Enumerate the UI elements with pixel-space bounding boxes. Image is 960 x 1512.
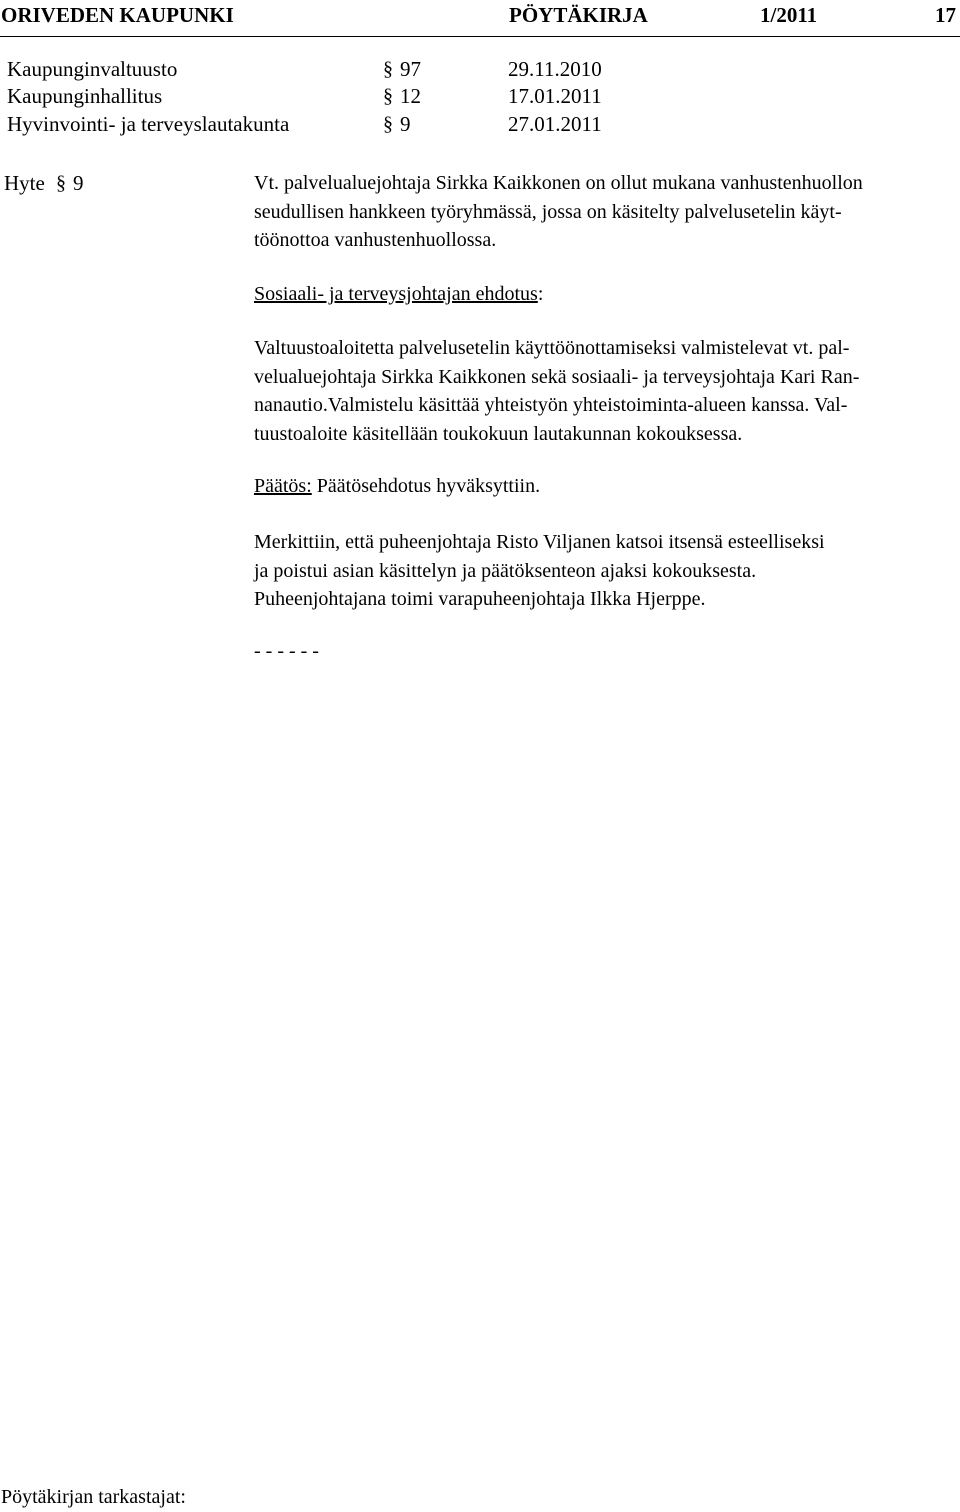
section-symbol: § xyxy=(56,172,66,194)
text-line: seudullisen hankkeen työryhmässä, jossa on käsitelty palvelusetelin käyt- xyxy=(254,200,842,223)
intro-paragraph xyxy=(254,169,954,255)
meeting-date: 29.11.2010 xyxy=(508,57,602,81)
decision-text: Päätösehdotus hyväksyttiin. xyxy=(311,475,541,497)
proposal-heading-colon: : xyxy=(537,283,544,305)
text-line: Vt. palvelualuejohtaja Sirkka Kaikkonen on ollut mukana vanhustenhuollon xyxy=(254,172,863,194)
note-paragraph xyxy=(254,528,954,614)
text-line: Puheenjohtajana toimi varapuheenjohtaja Ilkka Hjerppe. xyxy=(254,588,706,610)
text-line: tuustoaloite käsitellään toukokuun lautakunnan kokouksessa. xyxy=(254,422,743,445)
text-line: velualuejohtaja Sirkka Kaikkonen sekä sosiaali- ja terveysjohtaja Kari Ran- xyxy=(254,365,860,388)
section-symbol: § xyxy=(383,113,393,135)
section-symbol: § xyxy=(383,85,393,107)
meeting-body: Hyvinvointi- ja terveyslautakunta xyxy=(7,112,290,136)
meeting-body: Kaupunginvaltuusto xyxy=(7,57,178,81)
text-line: Valtuustoaloitetta palvelusetelin käyttöönottamiseksi valmistelevat vt. pal- xyxy=(254,337,850,359)
text-line: töönottoa vanhustenhuollossa. xyxy=(254,229,497,251)
text-line: Merkittiin, että puheenjohtaja Risto Viljanen katsoi itsensä esteelliseksi xyxy=(254,531,825,553)
meeting-section: 97 xyxy=(400,57,421,81)
document-number: 1/2011 xyxy=(760,3,818,27)
organization-name: ORIVEDEN KAUPUNKI xyxy=(1,3,234,27)
text-line: nanautio.Valmistelu käsittää yhteistyön yhteistoiminta-alueen kanssa. Val- xyxy=(254,394,848,416)
header-divider xyxy=(0,36,960,37)
meeting-section: 9 xyxy=(400,112,411,136)
proposal-heading: Sosiaali- ja terveysjohtajan ehdotus xyxy=(254,283,538,305)
meeting-date: 27.01.2011 xyxy=(508,112,602,136)
document-type: PÖYTÄKIRJA xyxy=(509,3,648,27)
item-section: 9 xyxy=(73,171,84,195)
separator-text: - - - - - - xyxy=(254,640,319,662)
item-label: Hyte xyxy=(4,171,45,195)
page-number: 17 xyxy=(935,3,956,27)
meeting-body: Kaupunginhallitus xyxy=(7,84,163,108)
footer-reviewers-label: Pöytäkirjan tarkastajat: xyxy=(1,1486,186,1508)
section-symbol: § xyxy=(383,58,393,80)
text-line: ja poistui asian käsittelyn ja päätöksenteon ajaksi kokouksesta. xyxy=(254,559,757,582)
meeting-date: 17.01.2011 xyxy=(508,84,602,108)
decision-line xyxy=(254,472,954,501)
section-separator xyxy=(254,637,954,666)
proposal-paragraph xyxy=(254,334,954,448)
meeting-section: 12 xyxy=(400,84,421,108)
proposal-heading-line xyxy=(254,280,954,309)
decision-label: Päätös: xyxy=(254,475,312,497)
